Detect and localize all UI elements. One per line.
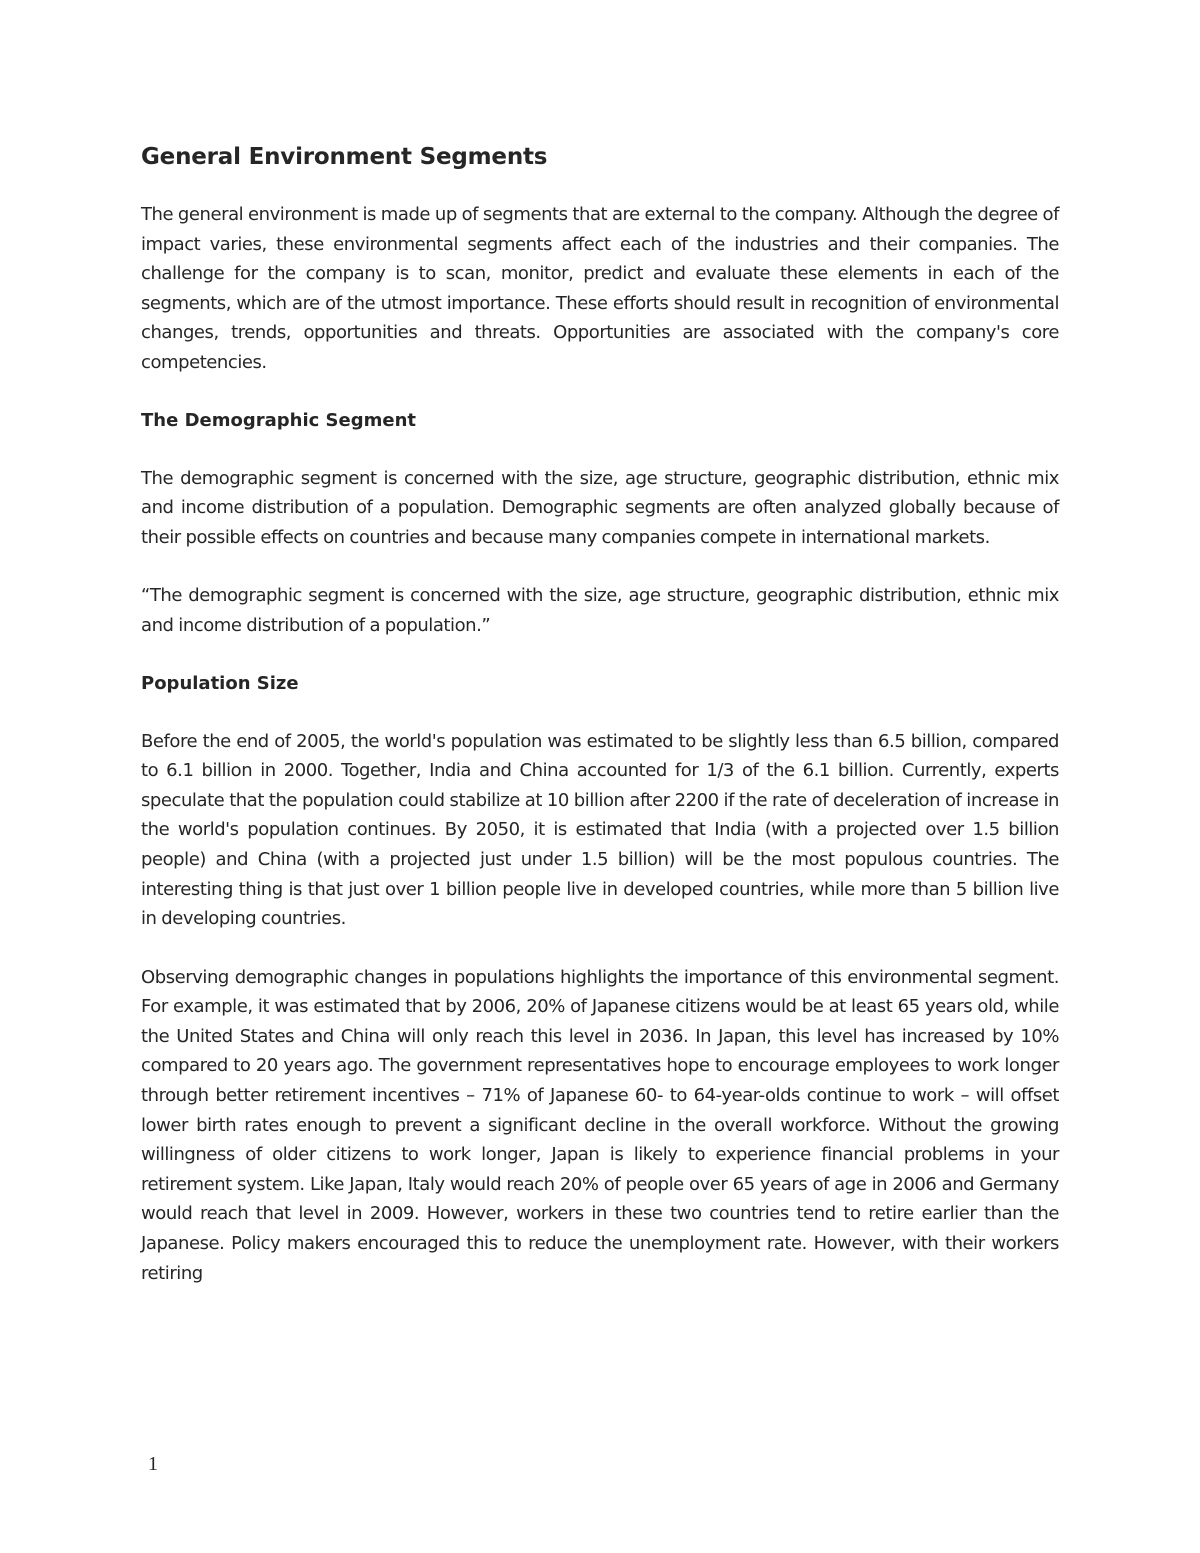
page-content <box>141 140 1059 1317</box>
page-title: General Environment Segments <box>141 144 548 170</box>
demographic-segment-heading: The Demographic Segment <box>141 409 416 431</box>
population-paragraph: Before the end of 2005, the world's population was estimated to be slightly less than 6.5 billion, compared to 6.1 billion in 2000. Together, India and China accounted for 1/3 of the 6.1 billion. Currently, experts speculate that the population could stabilize at 10 billion after 2200 if the rate of deceleration of increase in the world's population continues. By 2050, it is estimated that India (with a projected over 1.5 billion people) and China (with a projected just under 1.5 billion) will be the most populous countries. The interesting thing is that just over 1 billion people live in developed countries, while more than 5 billion live in developing countries. <box>141 730 1059 930</box>
demographic-paragraph: The demographic segment is concerned with the size, age structure, geographic distribution, ethnic mix and income distribution of a population. Demographic segments are often analyzed globally because of their possible effects on countries and because many companies compete in international markets. <box>141 467 1059 548</box>
population-size-heading: Population Size <box>141 672 299 694</box>
page-number: 1 <box>148 1453 158 1475</box>
intro-paragraph: The general environment is made up of segments that are external to the company. Although the degree of impact varies, these environmental segments affect each of the industries and their companies. The challenge for the company is to scan, monitor, predict and evaluate these elements in each of the segments, which are of the utmost importance. These efforts should result in recognition of environmental changes, trends, opportunities and threats. Opportunities are associated with the company's core competencies. <box>141 204 1059 373</box>
observing-paragraph: Observing demographic changes in populations highlights the importance of this environmental segment. For example, it was estimated that by 2006, 20% of Japanese citizens would be at least 65 years old, while the United States and China will only reach this level in 2036. In Japan, this level has increased by 10% compared to 20 years ago. The government representatives hope to encourage employees to work longer through better retirement incentives – 71% of Japanese 60- to 64-year-olds continue to work – will offset lower birth rates enough to prevent a significant decline in the overall workforce. Without the growing willingness of older citizens to work longer, Japan is likely to experience financial problems in your retirement system. Like Japan, Italy would reach 20% of people over 65 years of age in 2006 and Germany would reach that level in 2009. However, workers in these two countries tend to retire earlier than the Japanese. Policy makers encouraged this to reduce the unemployment rate. However, with their workers retiring <box>141 966 1059 1284</box>
demographic-quote: “The demographic segment is concerned with the size, age structure, geographic distribution, ethnic mix and income distribution of a population.” <box>141 585 1059 636</box>
